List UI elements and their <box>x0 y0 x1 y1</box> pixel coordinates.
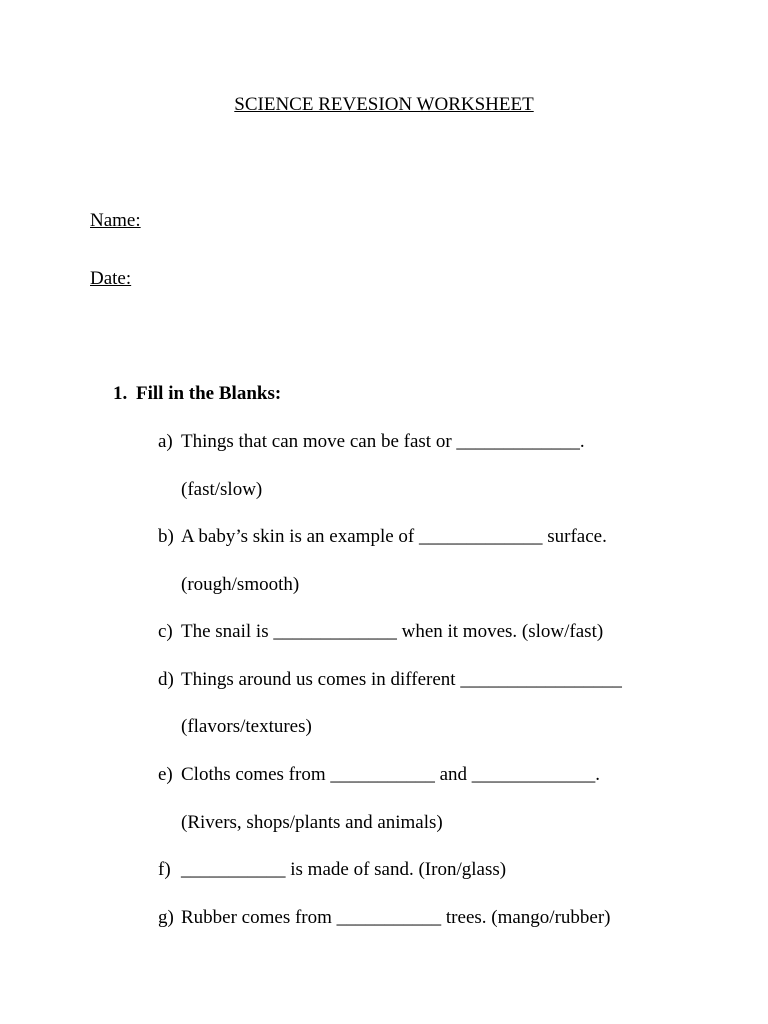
name-label: Name: <box>90 210 141 231</box>
question-b-hint: (rough/smooth) <box>181 574 300 595</box>
section-title: Fill in the Blanks: <box>136 383 282 404</box>
question-text: ___________ is made of sand. (Iron/glass) <box>181 859 507 880</box>
question-text: A baby’s skin is an example of _____________ surface. <box>181 526 607 547</box>
question-letter: f) <box>158 859 171 880</box>
date-label: Date: <box>90 268 132 289</box>
question-g <box>158 907 611 929</box>
question-text: Cloths comes from ___________ and _____________. <box>181 764 601 785</box>
question-letter: c) <box>158 621 173 642</box>
question-text: Rubber comes from ___________ trees. (mango/rubber) <box>181 907 611 928</box>
question-a <box>158 431 585 453</box>
question-e-hint: (Rivers, shops/plants and animals) <box>181 812 443 833</box>
question-text: Things that can move can be fast or _____________. <box>181 431 585 452</box>
question-text: Things around us comes in different _________________ <box>181 669 622 690</box>
worksheet-title: SCIENCE REVESION WORKSHEET <box>234 94 534 115</box>
question-d <box>158 669 622 691</box>
question-f <box>158 859 506 881</box>
question-e <box>158 764 600 786</box>
question-letter: g) <box>158 907 174 928</box>
question-letter: a) <box>158 431 173 452</box>
question-d-hint: (flavors/textures) <box>181 716 312 737</box>
question-text: The snail is _____________ when it moves. (slow/fast) <box>181 621 604 642</box>
question-letter: e) <box>158 764 173 785</box>
question-c <box>158 621 603 643</box>
section-number: 1. <box>113 383 128 404</box>
section-heading <box>113 383 281 405</box>
question-a-hint: (fast/slow) <box>181 479 263 500</box>
question-letter: d) <box>158 669 174 690</box>
question-letter: b) <box>158 526 174 547</box>
question-b <box>158 526 607 548</box>
